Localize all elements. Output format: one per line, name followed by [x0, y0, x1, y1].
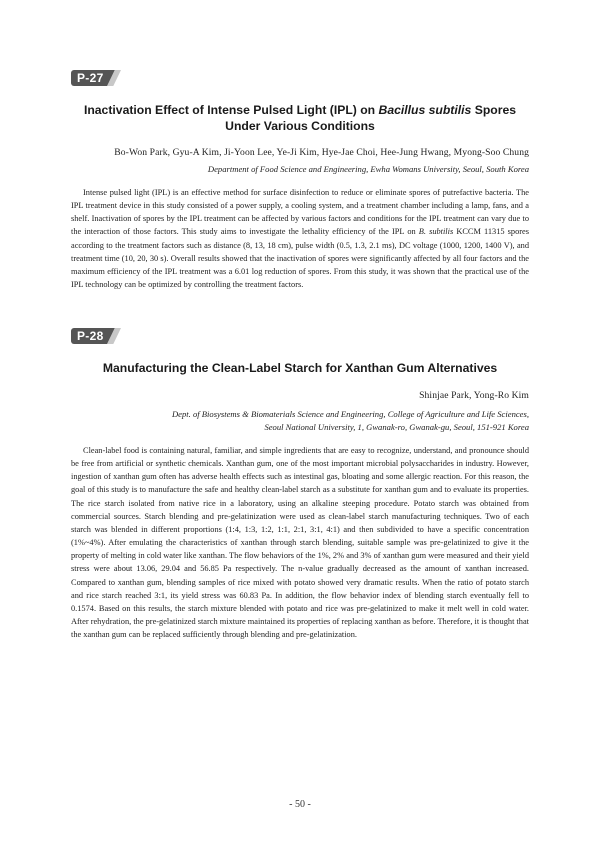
affiliation: [71, 408, 529, 434]
affiliation-line: Seoul National University, 1, Gwanak-ro, Gwanak-gu, Seoul, 151-921 Korea: [264, 422, 529, 432]
page-number: - 50 -: [289, 799, 311, 810]
abstract-p28: [71, 328, 529, 641]
body-text: Intense pulsed light (IPL) is an effective method for surface disinfection to reduce or eliminate spores of putrefactive bacteria. The IPL treatment device in this study consisted of a power supply, a cooling system, and a treatment chamber including a lamp, fans, and a shelf. Inactivation of spores by the IPL treatment can be affected by various factors and conditions for the IPL treatment can vary due to the interaction of those factors. This study aims to investigate the lethality efficiency of the IPL on: [71, 188, 529, 237]
abstract-title: Manufacturing the Clean-Label Starch for Xanthan Gum Alternatives: [102, 361, 498, 375]
abstract-p27: [71, 70, 529, 291]
abstract-body: [71, 186, 529, 291]
affiliation: [71, 163, 529, 176]
abstract-title: [71, 102, 529, 134]
title-text-end: Spores Under Various Conditions: [225, 103, 517, 133]
authors: Bo-Won Park, Gyu-A Kim, Ji-Yoon Lee, Ye-Ji Kim, Hye-Jae Choi, Hee-Jung Hwang, Myong-Soo Chung: [114, 147, 529, 158]
authors: Shinjae Park, Yong-Ro Kim: [419, 390, 529, 401]
body-paragraph: Clean-label food is containing natural, familiar, and simple ingredients that are easy to recognize, understand, and pronounce should be free from artificial or synthetic chemicals. Xanthan gum, one of the most important microbial polysaccharides in industry. However, ingestion of xanthan gum often has adverse health effects such as intestinal gas, bloating and some allergic reaction. For this reason, the goal of this study is to manufacture the safe and healthy clean-label starch as a substitute for xanthan gum and to evaluate its properties. The rice starch isolated from native rice in a laboratory, using an alkaline steeping procedure. Potato starch was obtained from commercial sources. Starch blending and pre-gelatinization were used as clean-label starch manufacturing techniques. Two of each starch was blended in different proportions (1:4, 1:3, 1:2, 1:1, 2:1, 3:1, 4:1) and then subdivided to have a specific concentration (1%~4%). After emulating the characteristics of xanthan through starch blending, suitable sample was pre-gelatinized to give it the property of melting in cold water like xanthan. The flow behaviors of the 1%, 2% and 3% of xanthan gum were measured and their yield stress were about 13.06, 29.04 and 56.85 Pa respectively. The n-value gradually decreased as the amount of xanthan increased. Compared to xanthan gum, blending samples of rice mixed with potato showed very dramatic results. When the ratio of potato starch and rice starch reached 3:1, its yield stress was 60.83 Pa. In addition, the flow behavior index of blending starch eventually fell to 0.1574. Based on this results, the starch mixture blended with potato and rice was pre-gelatinized to make it melt well in cold water. After rehydration, the pre-gelatinized starch mixture maintained its properties of replacing xanthan as before. Therefore, it is thought that the xanthan gum can be replaced sufficiently through blending and pre-gelatinization.: [71, 446, 529, 640]
abstract-body: [71, 444, 529, 641]
title-species: Bacillus subtilis: [378, 103, 472, 117]
body-paragraph: [71, 186, 529, 291]
body-species: B. subtilis: [418, 227, 454, 237]
badge-label: P-28: [77, 329, 104, 343]
body-text-end: KCCM 11315 spores according to the treatment factors such as distance (8, 13, 18 cm), pulse width (0.5, 1.3, 2.1 ms), DC voltage (1000, 1200, 1400 V), and treatment time (10, 20, 30 s). Overall results showed that the inactivation of spores were significantly affected by all four factors and the maximum efficiency of the IPL treatment was a 6.01 log reduction of spores. From this study, it was shown that the practical use of the IPL technology can be optimized by controlling the treatment factors.: [71, 227, 529, 290]
abstract-badge: [71, 328, 123, 344]
title-text: Inactivation Effect of Intense Pulsed Light (IPL) on: [83, 103, 379, 117]
affiliation-line: Department of Food Science and Engineering, Ewha Womans University, Seoul, South Korea: [207, 164, 529, 174]
badge-label: P-27: [77, 71, 104, 85]
abstract-badge: [71, 70, 123, 86]
affiliation-line: Dept. of Biosystems & Biomaterials Science and Engineering, College of Agriculture and Life Sciences,: [171, 409, 529, 419]
